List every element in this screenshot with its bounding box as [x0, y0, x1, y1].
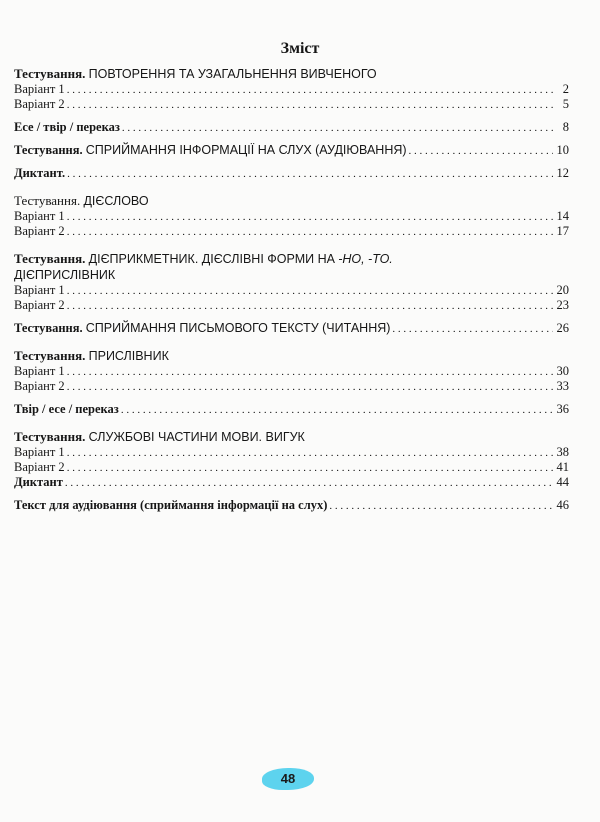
entry-page: 12	[556, 166, 569, 180]
table-of-contents	[14, 62, 569, 513]
toc-entry[interactable]	[14, 475, 569, 490]
toc-section-heading	[14, 193, 569, 209]
section-topic: ПРИСЛІВНИК	[88, 349, 169, 363]
toc-section-heading	[14, 251, 569, 283]
entry-label: Твір / есе / переказ	[14, 402, 119, 416]
toc-entry[interactable]	[14, 283, 569, 298]
entry-label: Текст для аудіювання (сприймання інформації на слух)	[14, 498, 328, 512]
section-lead: Тестування.	[14, 348, 86, 363]
section-topic: ПОВТОРЕННЯ ТА УЗАГАЛЬНЕННЯ ВИВЧЕНОГО	[88, 67, 377, 81]
dot-leader	[65, 476, 553, 490]
entry-label: Варіант 1	[14, 364, 65, 378]
section-lead: Тестування.	[14, 66, 86, 81]
section-topic: СПРИЙМАННЯ ПИСЬМОВОГО ТЕКСТУ (ЧИТАННЯ)	[85, 321, 391, 335]
section-topic: СЛУЖБОВІ ЧАСТИНИ МОВИ. ВИГУК	[88, 430, 305, 444]
entry-label: Варіант 2	[14, 460, 65, 474]
entry-page: 23	[556, 298, 569, 312]
dot-leader	[67, 461, 553, 475]
toc-entry[interactable]	[14, 445, 569, 460]
toc-section-heading	[14, 66, 569, 82]
entry-label: Варіант 1	[14, 82, 65, 96]
toc-entry[interactable]	[14, 460, 569, 475]
toc-entry[interactable]	[14, 82, 569, 97]
dot-leader	[67, 365, 553, 379]
section-topic: ДІЄПРИКМЕТНИК. ДІЄСЛІВНІ ФОРМИ НА	[88, 252, 335, 266]
dot-leader	[67, 446, 553, 460]
entry-label	[14, 143, 407, 157]
entry-label: Варіант 2	[14, 298, 65, 312]
toc-entry[interactable]	[14, 321, 569, 336]
section-lead: Тестування.	[14, 143, 83, 157]
toc-entry[interactable]	[14, 97, 569, 112]
entry-page: 10	[556, 143, 569, 157]
section-topic-line2: ДІЄПРИСЛІВНИК	[14, 268, 116, 282]
section-lead: Тестування.	[14, 251, 86, 266]
entry-page: 20	[556, 283, 569, 297]
toc-section-heading	[14, 348, 569, 364]
section-topic-suffix: -НО, -ТО.	[338, 252, 393, 266]
toc-entry[interactable]	[14, 224, 569, 239]
toc-entry[interactable]	[14, 402, 569, 417]
entry-page: 30	[556, 364, 569, 378]
entry-label	[14, 321, 390, 335]
entry-label: Диктант	[14, 475, 63, 489]
toc-entry[interactable]	[14, 166, 569, 181]
toc-entry[interactable]	[14, 209, 569, 224]
dot-leader	[329, 499, 553, 513]
dot-leader	[67, 380, 553, 394]
dot-leader	[122, 121, 553, 135]
entry-page: 17	[556, 224, 569, 238]
entry-page: 44	[556, 475, 569, 489]
toc-entry[interactable]	[14, 364, 569, 379]
dot-leader	[67, 225, 553, 239]
toc-entry[interactable]	[14, 498, 569, 513]
entry-page: 8	[562, 120, 569, 134]
dot-leader	[67, 284, 553, 298]
entry-label: Диктант.	[14, 166, 66, 180]
section-topic: ДІЄСЛОВО	[83, 194, 149, 208]
dot-leader	[67, 98, 553, 112]
entry-page: 46	[556, 498, 569, 512]
entry-label: Варіант 2	[14, 224, 65, 238]
entry-label: Варіант 2	[14, 379, 65, 393]
dot-leader	[392, 322, 553, 336]
section-lead: Тестування.	[14, 321, 83, 335]
toc-entry[interactable]	[14, 120, 569, 135]
toc-section-heading	[14, 429, 569, 445]
toc-entry[interactable]	[14, 143, 569, 158]
dot-leader	[67, 83, 553, 97]
entry-page: 33	[556, 379, 569, 393]
entry-label: Варіант 2	[14, 97, 65, 111]
entry-page: 26	[556, 321, 569, 335]
dot-leader	[67, 299, 553, 313]
page-title: Зміст	[280, 40, 320, 57]
page-number-badge: 48	[262, 768, 314, 790]
section-topic: СПРИЙМАННЯ ІНФОРМАЦІЇ НА СЛУХ (АУДІЮВАННЯ)	[85, 143, 407, 157]
dot-leader	[121, 403, 553, 417]
entry-label: Варіант 1	[14, 445, 65, 459]
toc-entry[interactable]	[14, 298, 569, 313]
entry-page: 2	[562, 82, 569, 96]
section-lead: Тестування.	[14, 193, 81, 208]
dot-leader	[67, 210, 553, 224]
entry-label: Есе / твір / переказ	[14, 120, 120, 134]
dot-leader	[409, 144, 553, 158]
entry-label: Варіант 1	[14, 283, 65, 297]
dot-leader	[67, 167, 553, 181]
entry-page: 38	[556, 445, 569, 459]
entry-page: 36	[556, 402, 569, 416]
entry-page: 14	[556, 209, 569, 223]
entry-label: Варіант 1	[14, 209, 65, 223]
section-lead: Тестування.	[14, 429, 86, 444]
entry-page: 5	[562, 97, 569, 111]
toc-entry[interactable]	[14, 379, 569, 394]
entry-page: 41	[556, 460, 569, 474]
